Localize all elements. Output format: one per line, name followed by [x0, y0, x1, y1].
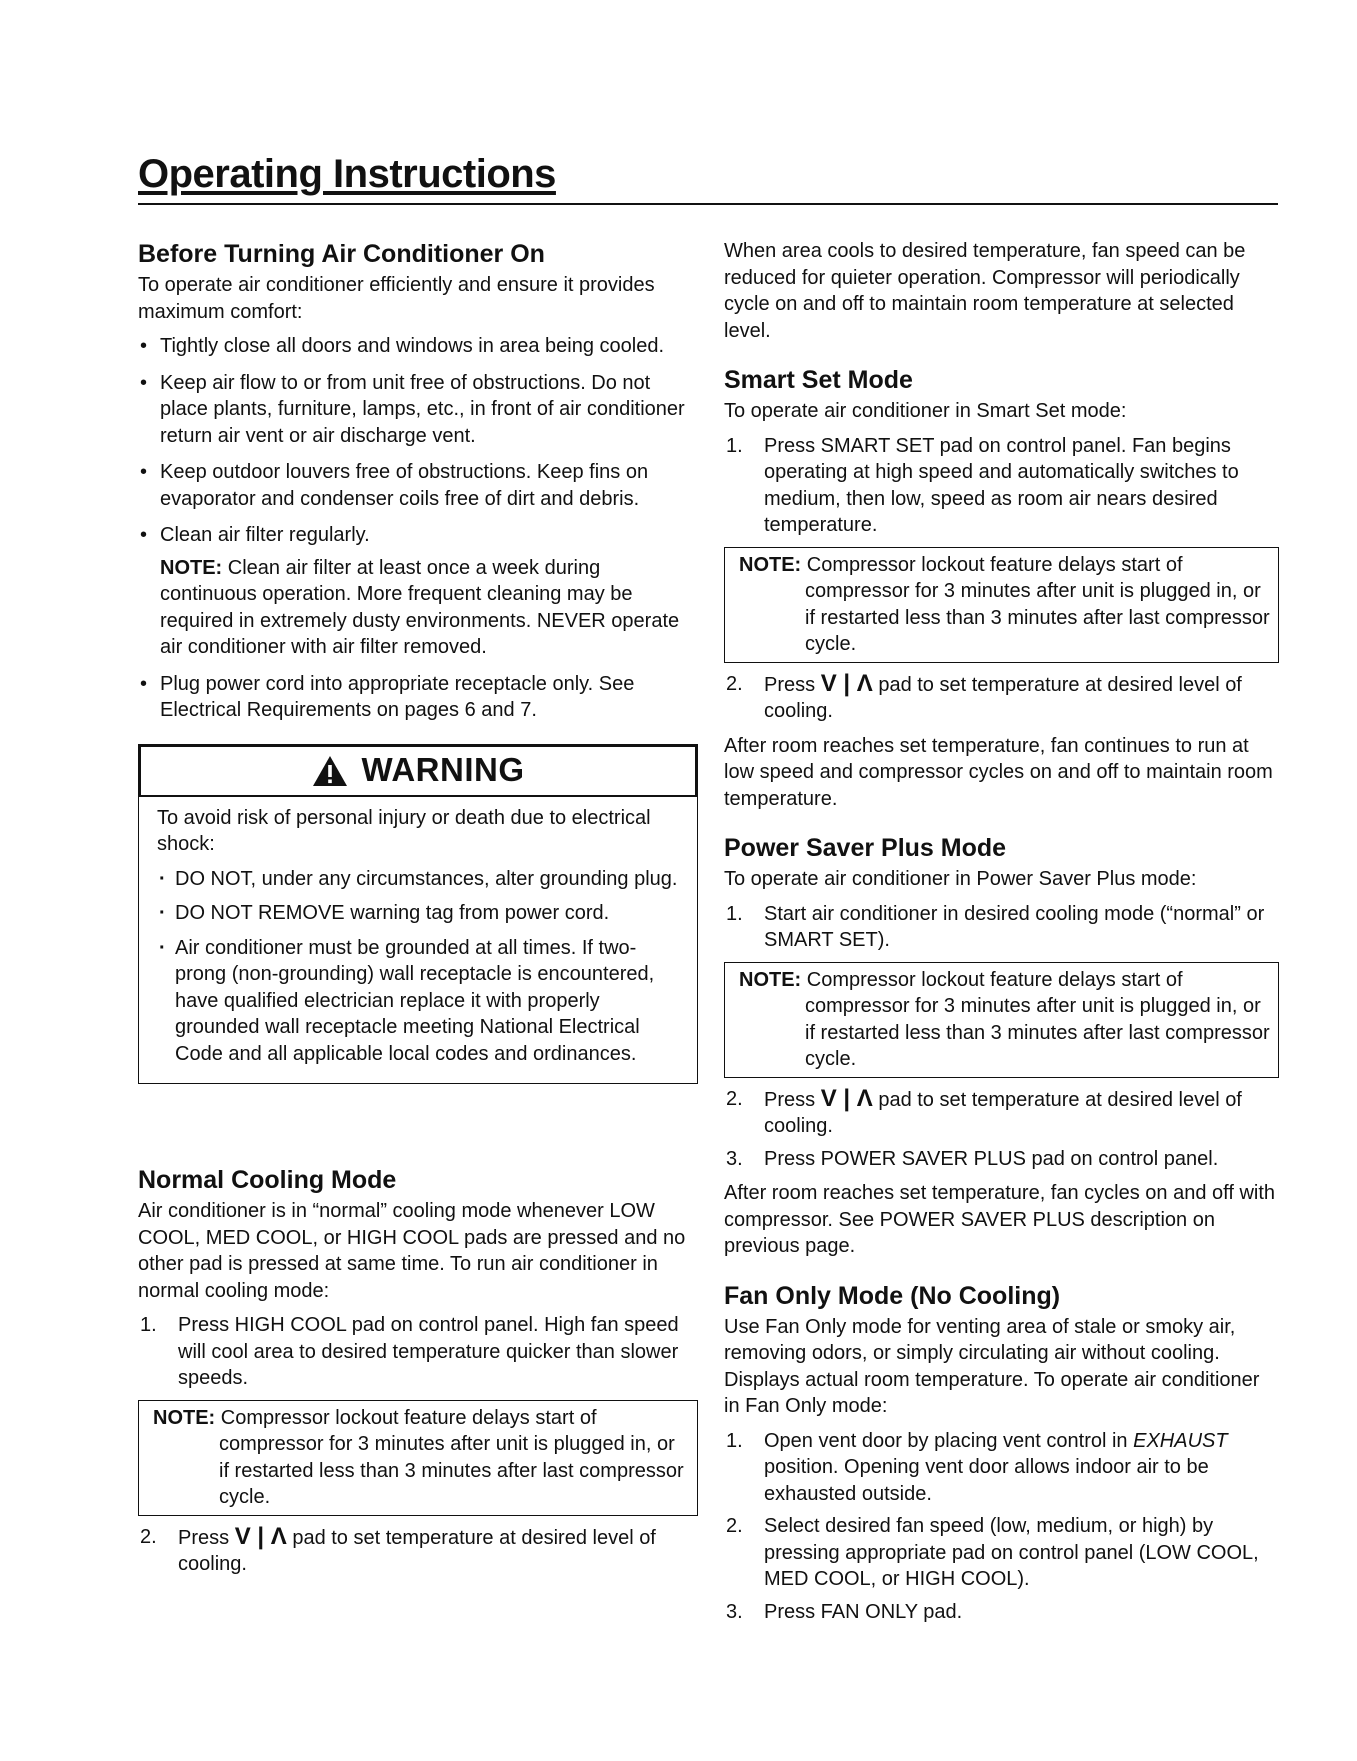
note-text: Compressor lockout feature delays start of — [801, 553, 1183, 576]
list-item: • Keep outdoor louvers free of obstructions. Keep fins on evaporator and condenser coils free of dirt and debris. — [138, 459, 698, 512]
section-intro: To operate air conditioner in Smart Set mode: — [724, 400, 1127, 422]
step-number: 2. — [726, 1515, 743, 1537]
section-normal-cooling — [138, 1164, 698, 1578]
up-down-arrow-icon: V | Λ — [820, 669, 873, 697]
step-text: Open vent door by placing vent control in — [764, 1429, 1134, 1452]
note-text: compressor for 3 minutes after unit is plugged in, or if restarted less than 3 minutes after last compressor cycle. — [805, 995, 1270, 1070]
note-text: Compressor lockout feature delays start of — [801, 968, 1183, 991]
section-heading: Power Saver Plus Mode — [724, 834, 1007, 862]
section-power-saver — [724, 832, 1279, 1260]
step-text: position. Opening vent door allows indoor air to be exhausted outside. — [764, 1456, 1209, 1505]
page-title: Operating Instructions — [138, 152, 556, 196]
list-item: · Air conditioner must be grounded at all times. If two-prong (non-grounding) wall receptacle is encountered, have qualified electrician replace it with properly grounded wall receptacle meeting National Electrical Code and all applicable local codes and ordinances. — [157, 935, 679, 1068]
note-text: compressor for 3 minutes after unit is plugged in, or if restarted less than 3 minutes after last compressor cycle. — [219, 1433, 684, 1508]
list-item — [724, 671, 1279, 725]
step-list — [724, 901, 1279, 954]
warning-intro: To avoid risk of personal injury or death due to electrical shock: — [157, 806, 651, 855]
step-text: Press HIGH COOL pad on control panel. High fan speed will cool area to desired temperature quicker than slower speeds. — [178, 1314, 679, 1389]
list-item — [138, 1524, 698, 1578]
section-intro: Use Fan Only mode for venting area of stale or smoky air, removing odors, or simply circulating air without cooling. Displays actual room temperature. To operate air conditioner in Fan Only mode: — [724, 1315, 1260, 1417]
step-number: 3. — [726, 1600, 743, 1623]
list-item: • Keep air flow to or from unit free of obstructions. Do not place plants, furniture, lamps, etc., in front of air conditioner return air vent or air discharge vent. — [138, 370, 698, 450]
up-down-arrow-icon: V | Λ — [820, 1084, 873, 1112]
list-item: · DO NOT REMOVE warning tag from power cord. — [157, 900, 679, 927]
list-item: • Plug power cord into appropriate receptacle only. See Electrical Requirements on pages 6 and 7. — [138, 671, 698, 724]
section-before-turning-on — [138, 238, 698, 724]
step-text: Press — [764, 673, 821, 696]
step-text: pad to set temperature at desired level of cooling. — [178, 1526, 656, 1575]
note-label: NOTE: — [160, 556, 223, 579]
step-list — [724, 671, 1279, 725]
step-text: Press SMART SET pad on control panel. Fan begins operating at high speed and automatically switches to medium, then low, speed as room air nears desired temperature. — [764, 434, 1239, 536]
step-list — [724, 1086, 1279, 1173]
list-item — [138, 1312, 698, 1392]
list-item — [724, 1086, 1279, 1140]
list-item: • Tightly close all doors and windows in area being cooled. — [138, 333, 698, 360]
up-down-arrow-icon: V | Λ — [234, 1522, 287, 1550]
note-label: NOTE: — [739, 968, 802, 991]
note-text: Clean air filter at least once a week during continuous operation. More frequent cleaning may be required in extremely dusty environments. NEVER operate air conditioner with air filter removed. — [160, 556, 680, 658]
section-intro: To operate air conditioner efficiently and ensure it provides maximum comfort: — [138, 274, 655, 323]
step-text: pad to set temperature at desired level of cooling. — [764, 1088, 1242, 1137]
step-text: Press FAN ONLY pad. — [764, 1600, 963, 1623]
note-text: compressor for 3 minutes after unit is plugged in, or if restarted less than 3 minutes after last compressor cycle. — [805, 580, 1270, 655]
warning-box — [138, 744, 698, 1085]
step-text: Press POWER SAVER PLUS pad on control panel. — [764, 1147, 1219, 1170]
list-item — [724, 1513, 1279, 1593]
step-number: 2. — [726, 672, 743, 695]
note-label: NOTE: — [739, 553, 802, 576]
bullet-list — [138, 671, 698, 724]
step-text-emphasis: EXHAUST — [1133, 1429, 1228, 1452]
step-list — [724, 433, 1279, 539]
right-column — [724, 238, 1279, 1645]
note-box — [724, 547, 1279, 663]
step-number: 3. — [726, 1147, 743, 1170]
warning-body — [139, 797, 697, 1068]
section-smart-set — [724, 364, 1279, 812]
list-item — [724, 1146, 1279, 1173]
warning-list — [157, 866, 679, 1068]
section-heading: Normal Cooling Mode — [138, 1166, 397, 1194]
step-number: 1. — [726, 902, 743, 925]
section-after: After room reaches set temperature, fan continues to run at low speed and compressor cycles on and off to maintain room temperature. — [724, 734, 1273, 810]
section-heading: Smart Set Mode — [724, 366, 913, 394]
step-list — [138, 1312, 698, 1392]
title-rule — [138, 203, 1278, 205]
step-text: Select desired fan speed (low, medium, or high) by pressing appropriate pad on control panel (LOW COOL, MED COOL, or HIGH COOL). — [764, 1515, 1259, 1590]
step-number: 2. — [140, 1525, 157, 1548]
step-number: 2. — [726, 1087, 743, 1110]
step-list — [724, 1428, 1279, 1626]
list-item: · DO NOT, under any circumstances, alter grounding plug. — [157, 866, 679, 893]
warning-header — [139, 745, 697, 797]
step-number: 1. — [140, 1314, 157, 1336]
warning-title: WARNING — [361, 751, 525, 789]
step-list — [138, 1524, 698, 1578]
note-box — [724, 962, 1279, 1078]
left-column — [138, 238, 698, 1598]
bullet-list — [138, 333, 698, 549]
list-item: • Clean air filter regularly. — [138, 522, 698, 549]
cooling-intro: When area cools to desired temperature, fan speed can be reduced for quieter operation. Compressor will periodically cycle on and off to maintain room temperature at selected level. — [724, 240, 1246, 342]
note-label: NOTE: — [153, 1406, 216, 1429]
step-number: 1. — [726, 434, 743, 457]
section-after: After room reaches set temperature, fan cycles on and off with compressor. See POWER SAVER PLUS description on previous page. — [724, 1182, 1276, 1257]
note-text: Compressor lockout feature delays start of — [215, 1406, 597, 1429]
step-text: Start air conditioner in desired cooling mode (“normal” or SMART SET). — [764, 902, 1265, 951]
list-item — [724, 901, 1279, 954]
section-heading: Before Turning Air Conditioner On — [138, 240, 545, 268]
section-intro: Air conditioner is in “normal” cooling mode whenever LOW COOL, MED COOL, or HIGH COOL pads are pressed and no other pad is pressed at same time. To run air conditioner in normal cooling mode: — [138, 1200, 686, 1302]
list-item — [724, 433, 1279, 539]
step-number: 1. — [726, 1429, 743, 1452]
step-text: Press — [178, 1526, 235, 1549]
step-text: Press — [764, 1088, 821, 1111]
list-item — [724, 1428, 1279, 1508]
list-item — [724, 1599, 1279, 1626]
step-text: pad to set temperature at desired level of cooling. — [764, 673, 1242, 722]
filter-note — [160, 555, 698, 661]
section-fan-only — [724, 1280, 1279, 1626]
section-heading: Fan Only Mode (No Cooling) — [724, 1281, 1061, 1310]
note-box — [138, 1400, 698, 1516]
warning-triangle-icon — [312, 755, 348, 787]
section-intro: To operate air conditioner in Power Saver Plus mode: — [724, 868, 1197, 890]
